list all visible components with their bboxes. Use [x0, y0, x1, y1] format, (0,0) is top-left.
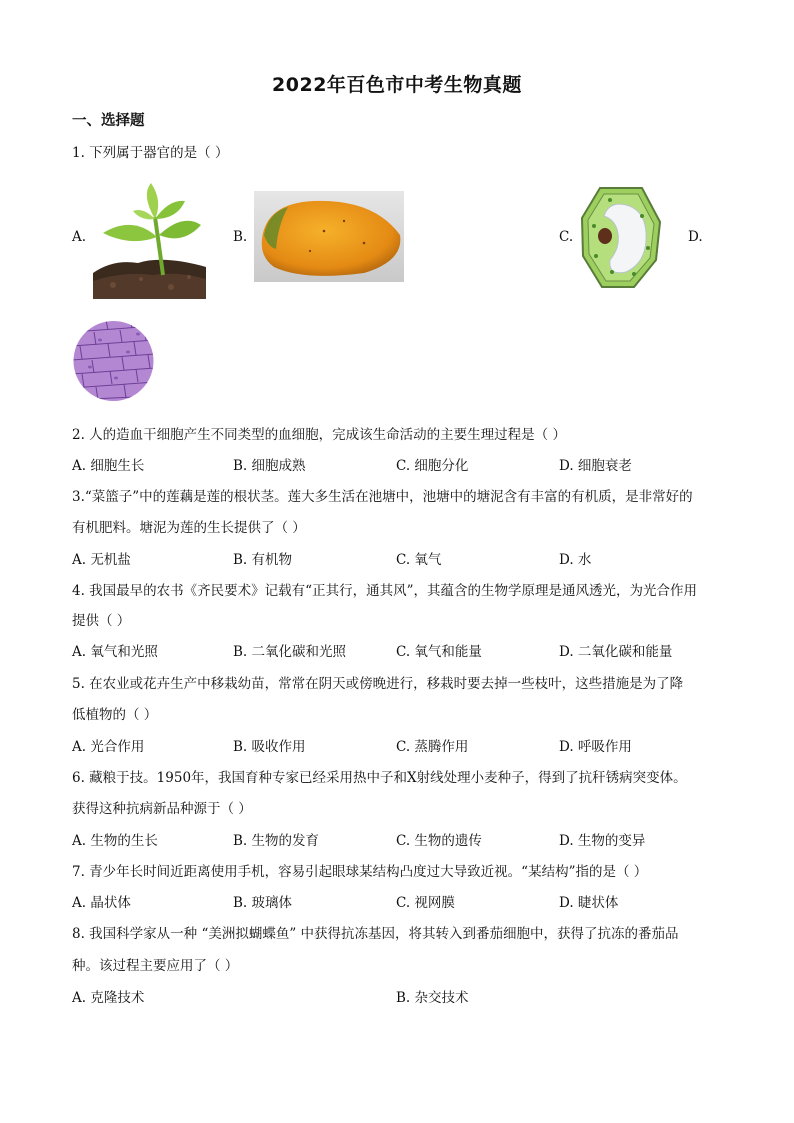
question-2-stem: 2. 人的造血干细胞产生不同类型的血细胞，完成该生命活动的主要生理过程是（ ） — [72, 427, 566, 443]
q2-option-d: D. 细胞衰老 — [559, 458, 632, 474]
q7-option-c: C. 视网膜 — [396, 895, 455, 911]
q3-option-c: C. 氧气 — [396, 552, 442, 568]
question-3-line-1: 3.“菜篮子”中的莲藕是莲的根状茎。莲大多生活在池塘中，池塘中的塘泥含有丰富的有机质，是非常好的 — [72, 489, 693, 505]
question-3-line-2: 有机肥料。塘泥为莲的生长提供了（ ） — [72, 520, 306, 536]
q3-option-b: B. 有机物 — [233, 552, 293, 568]
q4-option-a: A. 氧气和光照 — [72, 644, 158, 660]
question-4-line-2: 提供（ ） — [72, 613, 131, 629]
section-heading: 一、选择题 — [72, 113, 145, 129]
question-1-stem: 1. 下列属于器官的是（ ） — [72, 145, 229, 161]
onion-epidermis-tissue-icon — [72, 320, 155, 402]
q8-option-b: B. 杂交技术 — [396, 990, 469, 1006]
q4-option-b: B. 二氧化碳和光照 — [233, 644, 347, 660]
q6-option-a: A. 生物的生长 — [72, 833, 158, 849]
question-7-stem: 7. 青少年长时间近距离使用手机，容易引起眼球某结构凸度过大导致近视。“某结构”指的是（ ） — [72, 864, 648, 880]
q1-option-a-label: A. — [72, 229, 87, 245]
question-4-line-1: 4. 我国最早的农书《齐民要术》记载有“正其行，通其风”，其蕴含的生物学原理是通风透光，为光合作用 — [72, 583, 697, 599]
q7-option-a: A. 晶状体 — [72, 895, 131, 911]
q8-option-a: A. 克隆技术 — [72, 990, 145, 1006]
q1-option-b-label: B. — [233, 229, 248, 245]
q2-option-b: B. 细胞成熟 — [233, 458, 306, 474]
q6-option-d: D. 生物的变异 — [559, 833, 646, 849]
question-8-line-1: 8. 我国科学家从一种 “美洲拟蝴蝶鱼” 中获得抗冻基因，将其转入到番茄细胞中，获得了抗冻的番茄品 — [72, 926, 679, 942]
question-5-line-2: 低植物的（ ） — [72, 707, 158, 723]
q1-option-d-label: D. — [688, 229, 703, 245]
mango-fruit-icon — [254, 191, 404, 282]
question-6-line-1: 6. 藏粮于技。1950年，我国育种专家已经采用热中子和X射线处理小麦种子，得到了抗秆锈病突变体。 — [72, 770, 687, 786]
q5-option-c: C. 蒸腾作用 — [396, 739, 469, 755]
page-title: 2022年百色市中考生物真题 — [272, 74, 522, 96]
question-5-line-1: 5. 在农业或花卉生产中移栽幼苗，常常在阴天或傍晚进行，移栽时要去掉一些枝叶，这些措施是为了降 — [72, 676, 684, 692]
q2-option-c: C. 细胞分化 — [396, 458, 469, 474]
question-6-line-2: 获得这种抗病新品种源于（ ） — [72, 801, 252, 817]
q5-option-a: A. 光合作用 — [72, 739, 145, 755]
q6-option-b: B. 生物的发育 — [233, 833, 320, 849]
q4-option-c: C. 氧气和能量 — [396, 644, 482, 660]
q5-option-b: B. 吸收作用 — [233, 739, 306, 755]
q1-option-c-label: C. — [559, 229, 574, 245]
q3-option-a: A. 无机盐 — [72, 552, 131, 568]
q6-option-c: C. 生物的遗传 — [396, 833, 482, 849]
q7-option-b: B. 玻璃体 — [233, 895, 293, 911]
q5-option-d: D. 呼吸作用 — [559, 739, 632, 755]
q7-option-d: D. 睫状体 — [559, 895, 619, 911]
plant-cell-icon — [580, 186, 662, 289]
q2-option-a: A. 细胞生长 — [72, 458, 145, 474]
seedling-icon — [93, 175, 206, 299]
q4-option-d: D. 二氧化碳和能量 — [559, 644, 673, 660]
question-8-line-2: 种。该过程主要应用了（ ） — [72, 958, 239, 974]
q3-option-d: D. 水 — [559, 552, 592, 568]
